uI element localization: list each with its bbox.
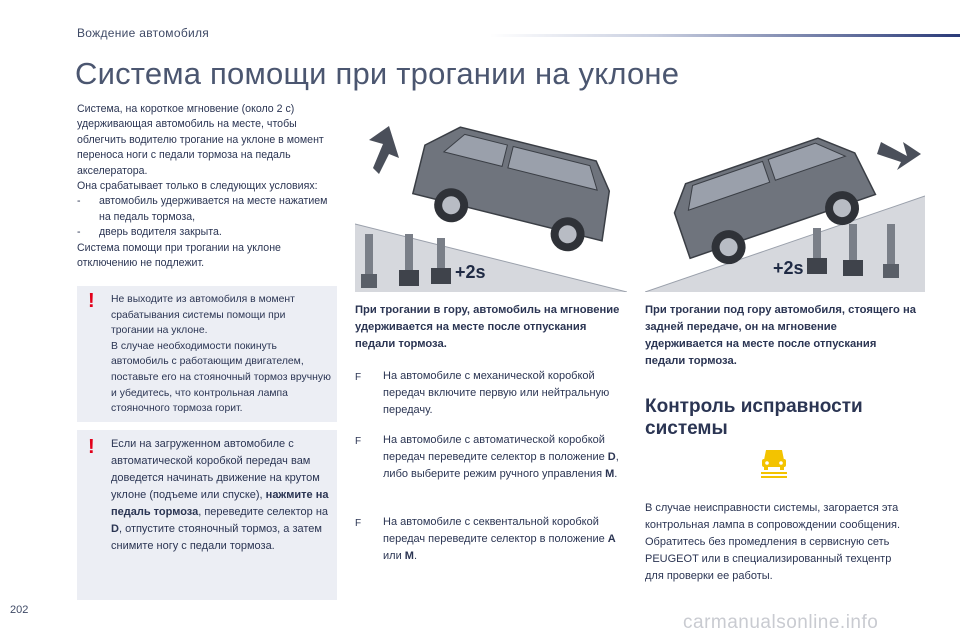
downhill-heading: При трогании под гору автомобиля, стоящего на задней передаче, он на мгновение удерживается на месте после отпускания педали тормоза. (645, 304, 916, 367)
system-check-text: В случае неисправности системы, загорается эта контрольная лампа в сопровождении сообщения. Обратитесь без промедления в сервисную сеть PEUGEOT или в специализированный техцентр для проверки ее работы. (645, 502, 901, 582)
warning-icon: ! (88, 436, 95, 458)
intro-paragraph-2: Она срабатывает только в следующих условиях: (77, 180, 318, 193)
header-divider (490, 34, 960, 37)
uphill-heading: При трогании в гору, автомобиль на мгновение удерживается на месте после отпускания педали тормоза. (355, 304, 620, 350)
bullet-arrow-icon: F (355, 372, 362, 383)
warning-box-2 (77, 430, 337, 600)
warning-icon: ! (88, 290, 95, 312)
warning-2-text: Если на загруженном автомобиле с автоматической коробкой передач вам доведется начинать движение на крутом уклоне (подъеме или спуске), нажмите на педаль тормоза, переведите селектор на D, отпустите стояночный тормоз, а затем снимите ногу с педали тормоза. (111, 438, 329, 552)
timer-label: +2s (773, 258, 804, 278)
list-item: F На автомобиле с секвентальной коробкой передач переведите селектор в положение A или M. (355, 514, 625, 565)
timer-label: +2s (455, 262, 486, 282)
system-check-heading: Контроль исправности системы (645, 396, 863, 439)
list-item: F На автомобиле с автоматической коробкой передач переведите селектор в положение D, либо выберите режим ручного управления M. (355, 432, 625, 483)
page-title: Система помощи при трогании на уклоне (75, 56, 680, 91)
section-label: Вождение автомобиля (77, 26, 210, 40)
bullet-arrow-icon: F (355, 518, 362, 529)
motion-arrow-icon (369, 126, 399, 174)
motion-arrow-icon (877, 142, 921, 170)
warning-box-1 (77, 286, 337, 422)
downhill-van-illustration (645, 106, 925, 292)
list-item: F На автомобиле с механической коробкой передач включите первую или нейтральную передачу. (355, 368, 625, 419)
page-number: 202 (10, 604, 29, 616)
intro-paragraph-3: Система помощи при трогании на уклоне отключению не подлежит. (77, 241, 281, 270)
condition-item: - дверь водителя закрыта. (77, 226, 222, 239)
warning-1-text: Не выходите из автомобиля в момент срабатывания системы помощи при трогании на уклоне. В случае необходимости покинуть автомобиль с работающим двигателем, поставьте его на стояночный тормоз вручную и убедитесь, что контрольная лампа стояночного тормоза горит. (111, 294, 331, 415)
intro-text (77, 102, 339, 271)
condition-item: - автомобиль удерживается на месте нажатием на педаль тормоза, (77, 195, 328, 223)
intro-paragraph-1: Система, на короткое мгновение (около 2 с) удерживающая автомобиль на месте, чтобы облегчить водителю трогание на уклоне в момент переноса ноги с педали тормоза на педаль акселератора. (77, 103, 324, 177)
bullet-arrow-icon: F (355, 436, 362, 447)
uphill-van-illustration (355, 106, 627, 292)
watermark: carmanualsonline.info (683, 612, 879, 633)
warning-lamp-icon (757, 446, 791, 480)
